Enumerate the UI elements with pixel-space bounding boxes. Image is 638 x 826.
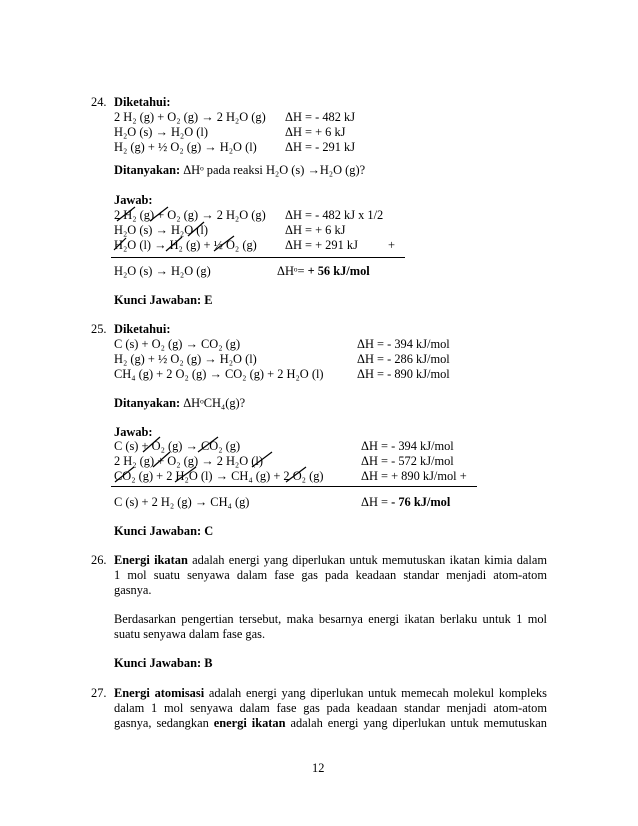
q25-given-dh-3: ΔH = - 890 kJ/mol (357, 367, 450, 381)
q25-cancel-h2o-c (175, 467, 196, 482)
q24-step-dh-1: ΔH = - 482 kJ x 1/2 (285, 208, 384, 222)
q24-asked-label: Ditanyakan: (114, 163, 181, 177)
q24-given-dh-2: ΔH = + 6 kJ (285, 125, 346, 139)
q25-cancel-o2-c (286, 467, 306, 482)
q25-step-dh-2: ΔH = - 572 kJ/mol (361, 454, 454, 468)
q25-answer-key: Kunci Jawaban: C (114, 524, 214, 538)
q25-given-eq-3: CH₄ (g) + 2 O₂ (g) → CO₂ (g) + 2 H₂O (l) (114, 367, 324, 381)
q24-given-eq-2: H₂O (s) → H₂O (l) (114, 125, 208, 139)
q25-given-dh-1: ΔH = - 394 kJ/mol (357, 337, 450, 351)
q27-line-1-rest: adalah energi yang diperlukan untuk memecah molekul kompleks (204, 686, 548, 700)
q24-step-eq-3: H₂O (l) → H₂ (g) + ½ O₂ (g) (114, 238, 257, 252)
q24-given-eq-1: 2 H₂ (g) + O₂ (g) → 2 H₂O (g) (114, 110, 266, 124)
q24-cancel-h2o-l (188, 222, 204, 236)
q24-cancel-h2o-l-left (114, 238, 126, 250)
q25-given-dh-2: ΔH = - 286 kJ/mol (357, 352, 450, 366)
q24-given-eq-3: H₂ (g) + ½ O₂ (g) → H₂O (l) (114, 140, 257, 154)
q27-line-3-bold: energi ikatan (213, 716, 286, 730)
q26-line-1-rest: adalah energi yang diperlukan untuk memutuskan ikatan kimia dalam (187, 553, 547, 567)
q25-answer-heading: Jawab: (114, 425, 153, 439)
q25-cancel-co2-c (115, 467, 134, 482)
q24-number: 24. (91, 95, 107, 109)
q25-step-eq-1: C (s) + O₂ (g) → CO₂ (g) (114, 439, 241, 453)
q24-result-dh-value: + 56 kJ/mol (307, 264, 370, 278)
q26-para2-line-1: Berdasarkan pengertian tersebut, maka besarnya energi ikatan berlaku untuk 1 mol (114, 612, 547, 626)
q26-bold-term: Energi ikatan (114, 553, 188, 567)
q25-result-eq: C (s) + 2 H₂ (g) → CH₄ (g) (114, 495, 250, 509)
q25-given-eq-2: H₂ (g) + ½ O₂ (g) → H₂O (l) (114, 352, 257, 366)
q26-line-2: 1 mol suatu senyawa dalam fase gas pada keadaan standar menjadi atom-atom (114, 568, 547, 582)
q24-answer-key: Kunci Jawaban: E (114, 293, 213, 307)
q24-step-eq-1: 2 H₂ (g) + O₂ (g) → 2 H₂O (g) (114, 208, 266, 222)
q26-number: 26. (91, 553, 107, 567)
q27-line-3-c: adalah energi yang diperlukan untuk memutuskan (285, 716, 547, 730)
q27-line-3-a: gasnya, sedangkan (114, 716, 214, 730)
q25-cancel-o2-a (143, 437, 160, 452)
q24-plus-sign: + (388, 238, 395, 252)
q25-number: 25. (91, 322, 107, 336)
q26-para2-line-2: suatu senyawa dalam fase gas. (114, 627, 266, 641)
q24-answer-heading: Jawab: (114, 193, 153, 207)
q25-step-dh-1: ΔH = - 394 kJ/mol (361, 439, 454, 453)
q25-given-heading: Diketahui: (114, 322, 171, 336)
q24-given-dh-1: ΔH = - 482 kJ (285, 110, 356, 124)
q25-step-eq-3: CO₂ (g) + 2 H₂O (l) → CH₄ (g) + 2 O₂ (g) (114, 469, 324, 483)
q24-given-dh-3: ΔH = - 291 kJ (285, 140, 356, 154)
q25-asked-label: Ditanyakan: (114, 396, 181, 410)
q27-number: 27. (91, 686, 107, 700)
q24-asked-text: ΔHᵒ pada reaksi H₂O (s) →H₂O (g)? (183, 163, 366, 177)
q24-cancel-h2-right (166, 237, 182, 251)
q25-cancel-o2-b (153, 452, 170, 467)
q25-result-dh-value: - 76 kJ/mol (391, 495, 451, 509)
q25-step-dh-3: ΔH = + 890 kJ/mol + (361, 469, 467, 483)
q24-step-eq-2: H₂O (s) → H₂O (l) (114, 223, 208, 237)
q24-step-dh-2: ΔH = + 6 kJ (285, 223, 346, 237)
q25-result-dh-prefix: ΔH = (361, 495, 392, 509)
q25-cancel-h2o-b (252, 452, 272, 467)
q24-result-eq: H₂O (s) → H₂O (g) (114, 264, 211, 278)
q24-cancel-h2 (117, 207, 135, 221)
q27-line-2: dalam 1 mol senyawa dalam fase gas pada keadaan standar menjadi atom-atom (114, 701, 547, 715)
q24-given-heading: Diketahui: (114, 95, 171, 109)
q27-bold-term: Energi atomisasi (114, 686, 205, 700)
q24-step-dh-3: ΔH = + 291 kJ (285, 238, 358, 252)
q25-cancel-co2 (198, 437, 218, 452)
q26-answer-key: Kunci Jawaban: B (114, 656, 213, 670)
page-number: 12 (312, 761, 325, 775)
q25-asked-text: ΔHᵒCH₄(g)? (183, 396, 246, 410)
q24-result-dh-prefix: ΔHᵒ= (277, 264, 308, 278)
q24-cancel-o2-right (214, 236, 234, 251)
q26-line-3: gasnya. (114, 583, 152, 597)
q24-cancel-o2 (150, 207, 168, 221)
q25-step-eq-2: 2 H₂ (g) + O₂ (g) → 2 H₂O (l) (114, 454, 263, 468)
q25-given-eq-1: C (s) + O₂ (g) → CO₂ (g) (114, 337, 241, 351)
